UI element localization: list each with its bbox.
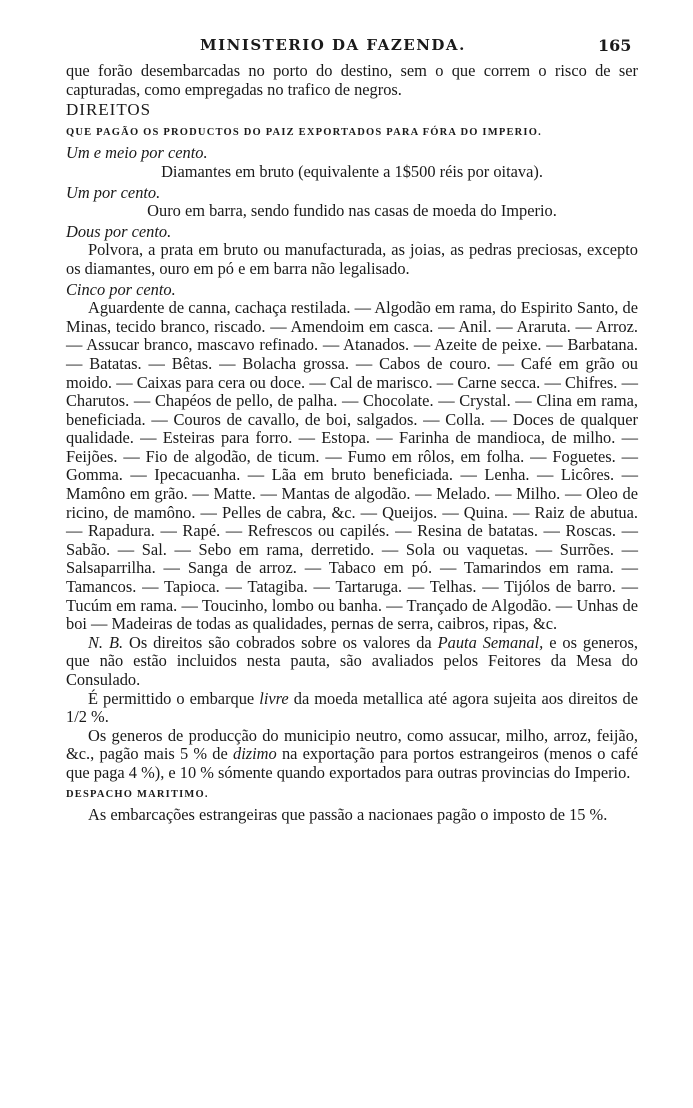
nb-text-2: e os generos, que não estão incluidos nesta pauta, são avaliados pelos Feitores da Mesa do Consulado. — [66, 632, 638, 689]
embarque-text-1: É permittido o embarque — [88, 688, 255, 708]
rate-text-4: Aguardente de canna, cachaça restilada. — Algodão em rama, do Espirito Santo, de Minas, tecido branco, riscado. — Amendoim em casca. — Anil. — Araruta. — Arroz. — Assucar branco, mascavo refinado. — Atanados. — Azeite de peixe. — Barbatana. — Batatas. — Bêtas. — Bolacha grossa. — Cabos de couro. — Café em grão ou moido. — Caixas para cera ou doce. — Cal de marisco. — Carne secca. — Chifres. — Charutos. — Chapéos de pello, de palha. — Chocolate. — Crystal. — Clina em rama, beneficiada. — Couros de cavallo, de boi, salgados. — Colla. — Doces de qualquer qualidade. — Esteiras para forro. — Estopa. — Farinha de mandioca, de milho. — Feijões. — Fio de algodão, de ticum. — Fumo em rôlos, em folha. — Foguetes. — Gomma. — Ipecacuanha. — Lãa em bruto beneficiada. — Lenha. — Licôres. — Mamôno em grão. — Matte. — Mantas de algodão. — Melado. — Milho. — Oleo de ricino, de mamôno. — Pelles de cabra, &c. — Queijos. — Quina. — Raiz de abutua. — Rapadura. — Rapé. — Refrescos ou capilés. — Resina de batatas. — Roscas. — Sabão. — Sal. — Sebo em rama, derretido. — Sola ou vaquetas. — Surrões. — Salsaparrilha. — Sanga de arroz. — Tabaco em pó. — Tamarindos em rama. — Tamancos. — Tapioca. — Tatagiba. — Tartaruga. — Telhas. — Tijólos de barro. — Tucúm em rama. — Toucinho, lombo ou banha. — Trançado de Algodão. — Unhas de boi — Madeiras de todas as qualidades, pernas de serra, caibros, ripas, &c. — [66, 298, 638, 634]
embarque-italic: livre — [259, 688, 289, 708]
nb-label: N. B. — [88, 632, 124, 652]
section-title: DIREITOS — [66, 100, 152, 120]
generos-paragraph — [66, 727, 638, 783]
intro-paragraph: que forão desembarcadas no porto do destino, sem o que correm o risco de ser capturadas, como empregadas no trafico de negros. — [66, 61, 638, 99]
despacho-title: DESPACHO MARITIMO. — [66, 788, 209, 800]
generos-text-2: na exportação para portos estrangeiros (menos o café que paga 4 %), e 10 % sómente quando exportados para outras provincias do Imperio. — [66, 744, 638, 782]
despacho-text: As embarcações estrangeiras que passão a nacionaes pagão o imposto de 15 %. — [88, 805, 608, 825]
running-header: MINISTERIO DA FAZENDA. — [200, 36, 466, 54]
section-subtitle: QUE PAGÃO OS PRODUCTOS DO PAIZ EXPORTADOS PARA FÓRA DO IMPERIO. — [66, 126, 542, 138]
rate-heading-4: Cinco por cento. — [66, 279, 176, 299]
rate-heading-2: Um por cento. — [66, 182, 161, 202]
rate-text-2: Ouro em barra, sendo fundido nas casas de moeda do Imperio. — [147, 201, 557, 221]
embarque-text-2: da moeda metallica até agora sujeita aos direitos de 1/2 %. — [66, 688, 639, 727]
rate-text-1: Diamantes em bruto (equivalente a 1$500 réis por oitava). — [161, 161, 543, 181]
generos-italic: dizimo — [233, 744, 277, 764]
page-body — [66, 62, 638, 825]
page-number: 165 — [598, 36, 632, 55]
embarque-paragraph — [66, 690, 638, 727]
generos-text-1: Os generos de producção do municipio neutro, como assucar, milho, arroz, feijão, &c., pagão mais 5 % de — [66, 725, 638, 764]
nb-italic: Pauta Semanal, — [437, 632, 544, 652]
rate-heading-1: Um e meio por cento. — [66, 143, 208, 163]
rate-heading-3: Dous por cento. — [66, 221, 172, 241]
nb-text-1: Os direitos são cobrados sobre os valores da — [128, 632, 432, 652]
rate-text-3: Polvora, a prata em bruto ou manufacturada, as joias, as pedras preciosas, excepto os diamantes, ouro em pó e em barra não legalisado. — [66, 240, 638, 278]
nb-paragraph — [66, 634, 638, 690]
